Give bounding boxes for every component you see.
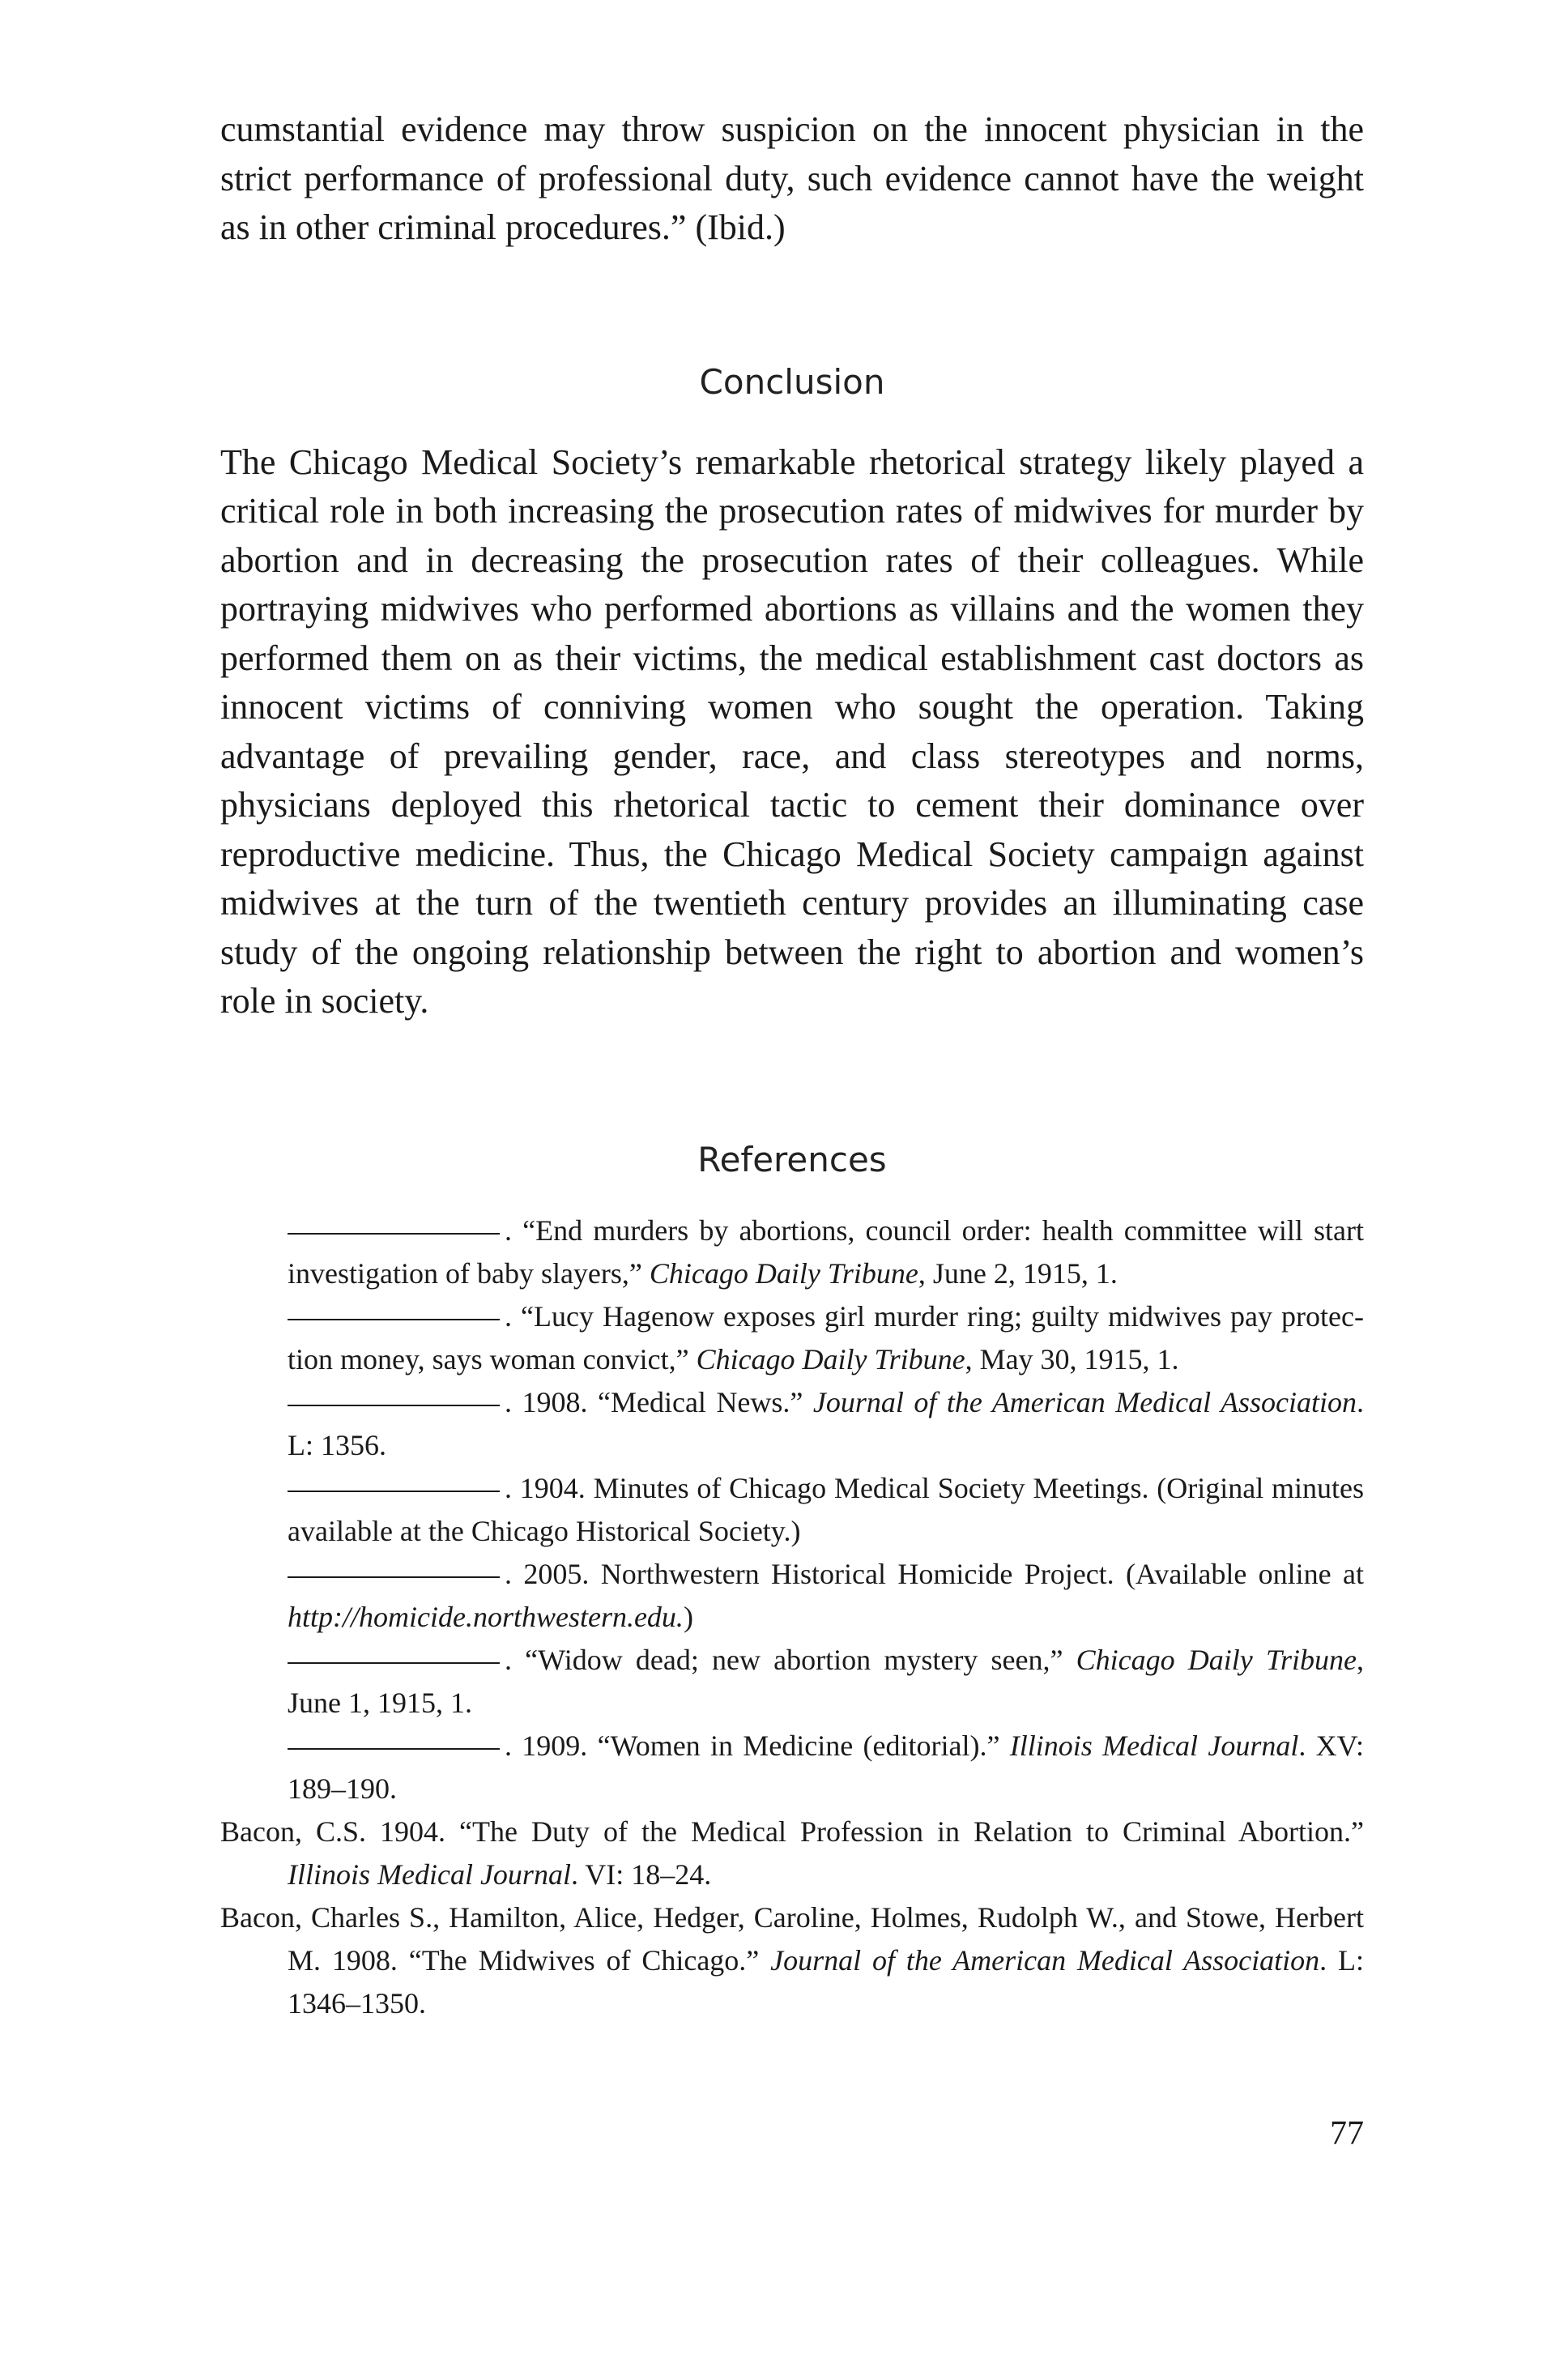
reference-text: . 1909. “Women in Medicine (editorial).” (505, 1729, 1010, 1762)
page-number: 77 (1330, 2115, 1364, 2152)
reference-details: , June 1, 1915, 1. (288, 1643, 1364, 1719)
reference-text: . 2005. Northwestern Historical Homicide Project. (Available online at (505, 1557, 1364, 1590)
reference-item (220, 1295, 1364, 1381)
repeat-author-rule (288, 1404, 500, 1406)
reference-source: Journal of the American Medical Association (812, 1385, 1357, 1418)
reference-details: ) (683, 1600, 693, 1633)
reference-item (220, 1725, 1364, 1810)
references-list (220, 1209, 1364, 2025)
reference-text: Bacon, C.S. 1904. “The Duty of the Medical Profession in Relation to Criminal Abortion.” (220, 1815, 1364, 1848)
conclusion-paragraph: The Chicago Medical Society’s remarkable rhetorical strategy likely played a critical role in both increasing the prosecution rates of midwives for murder by abortion and in decreasing the prosecution rates of their colleagues. While portraying midwives who performed abortions as villains and the women they performed them on as their victims, the medical establishment cast doctors as innocent victims of conniving women who sought the operation. Taking advantage of prevailing gender, race, and class stereotypes and norms, physicians deployed this rhetorical tactic to cement their dominance over reproductive medicine. Thus, the Chicago Medical Society campaign against midwives at the turn of the twentieth century provides an illuminating case study of the ongoing relationship between the right to abortion and women’s role in society. (220, 441, 1364, 1021)
reference-item (220, 1467, 1364, 1553)
reference-source: Chicago Daily Tribune (649, 1256, 918, 1290)
reference-details: . VI: 18–24. (570, 1857, 712, 1891)
reference-details: . L: 1346–1350. (288, 1943, 1364, 2019)
repeat-author-rule (288, 1661, 500, 1664)
repeat-author-rule (288, 1490, 500, 1492)
reference-source: Journal of the American Medical Association (770, 1943, 1320, 1977)
reference-details: . L: 1356. (288, 1385, 1364, 1461)
reference-link: http://homicide.northwestern.edu. (288, 1600, 684, 1633)
reference-item (220, 1896, 1364, 2025)
reference-source: Chicago Daily Tribune (696, 1342, 965, 1375)
reference-details: , May 30, 1915, 1. (965, 1342, 1179, 1375)
reference-source: Chicago Daily Tribune (1076, 1643, 1357, 1676)
reference-text: Bacon, Charles S., Hamilton, Alice, Hedger, Caroline, Holmes, Rudolph W., and Stowe, Herbert M. 1908. “The Midwives of Chicago.” (220, 1900, 1364, 1977)
references-heading: References (697, 1139, 887, 1179)
reference-source: Illinois Medical Journal (288, 1857, 571, 1891)
reference-text: . “Lucy Hagenow exposes girl murder ring; guilty midwives pay protection money, says woman convict,” (288, 1299, 1364, 1375)
reference-item (220, 1810, 1364, 1896)
reference-item (220, 1639, 1364, 1725)
reference-text: . 1908. “Medical News.” (505, 1385, 813, 1418)
reference-text: . “Widow dead; new abortion mystery seen,” (505, 1643, 1076, 1676)
reference-source: Illinois Medical Journal (1009, 1729, 1299, 1762)
page-body (220, 105, 1364, 2025)
repeat-author-rule (288, 1232, 500, 1235)
repeat-author-rule (288, 1747, 500, 1750)
conclusion-heading: Conclusion (699, 361, 885, 402)
opening-paragraph: cumstantial evidence may throw suspicion on the innocent physician in the strict performance of professional duty, such evidence cannot have the weight as in other criminal procedures.” (Ibid.) (220, 109, 1364, 247)
repeat-author-rule (288, 1576, 500, 1578)
reference-text: . “End murders by abortions, council order: health committee will start investigation of baby slayers,” (288, 1213, 1364, 1290)
reference-details: . XV: 189–190. (288, 1729, 1364, 1805)
reference-item (220, 1209, 1364, 1295)
repeat-author-rule (288, 1318, 500, 1320)
reference-item (220, 1553, 1364, 1639)
reference-details: , June 2, 1915, 1. (918, 1256, 1118, 1290)
reference-text: . 1904. Minutes of Chicago Medical Society Meetings. (Original minutes available at the Chicago Historical Society.) (288, 1471, 1364, 1547)
reference-item (220, 1381, 1364, 1467)
